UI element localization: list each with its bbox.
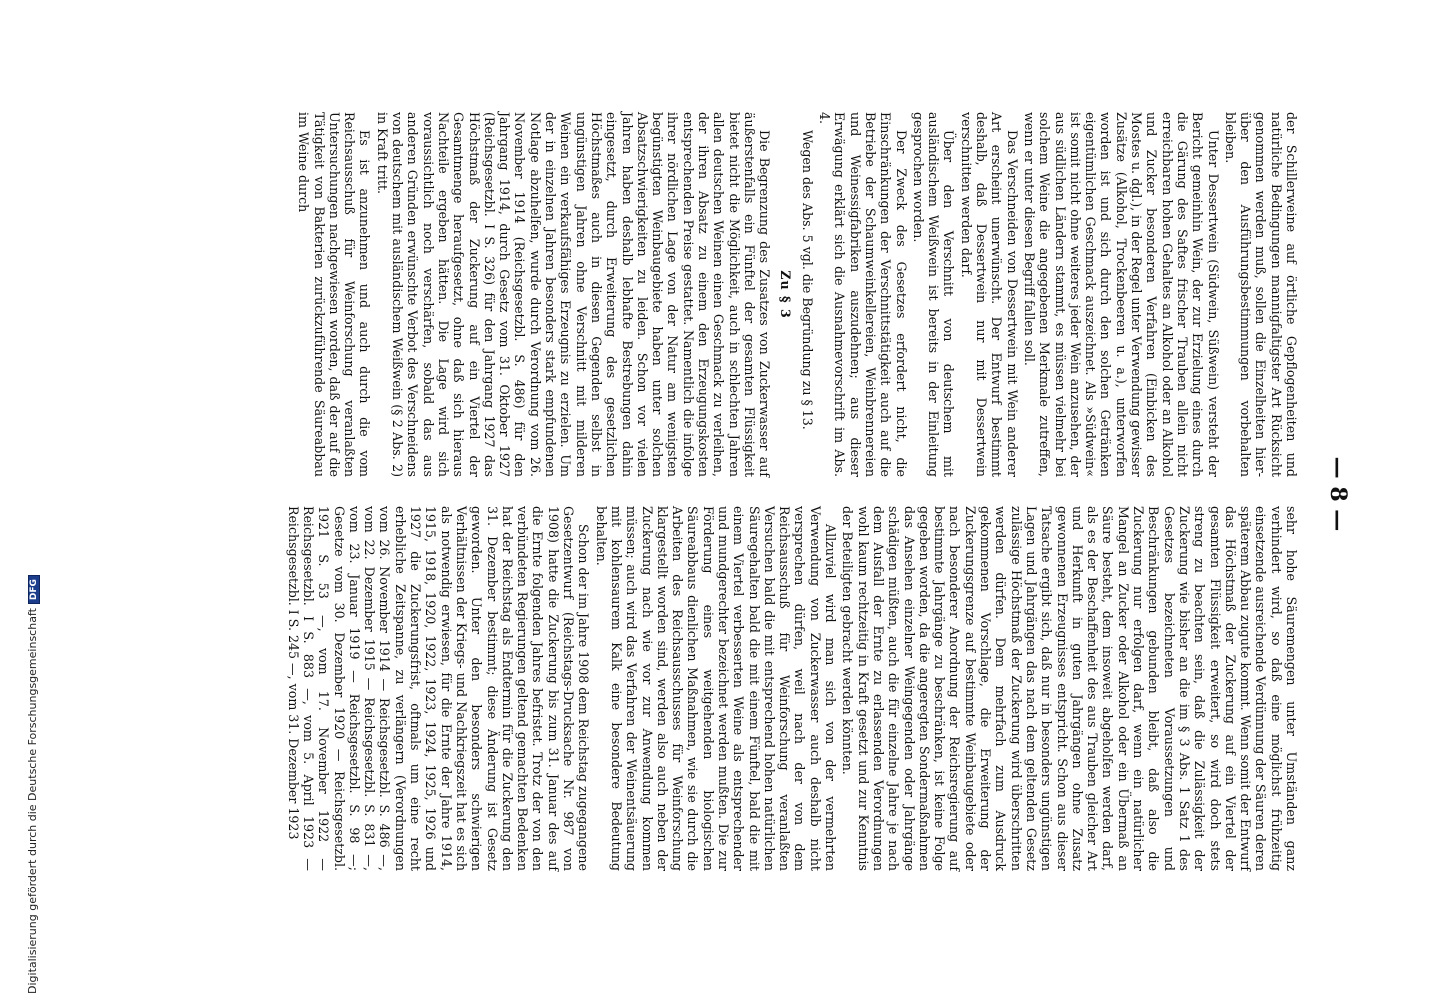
right-column bbox=[283, 506, 1299, 871]
page-number: — 8 — bbox=[1325, 456, 1351, 532]
digitization-text: Digitalisierung gefördert durch die Deutsche Forschungsgemeinschaft bbox=[26, 608, 39, 994]
paragraph: Über den Verschnitt von deutschem mit ausländischem Weißwein ist bereits in der Einleitung gesprochen worden. bbox=[910, 112, 957, 477]
dfg-logo: DFG bbox=[28, 575, 40, 604]
paragraph: sehr hohe Säuremengen unter Umständen ganz verhindert wird, so daß eine möglichst frühzeitig einsetzende ausreichende Verdünnung der Säuren deren späterem Abbau zugute kommt. Wenn somit der Entwurf das Höchstmaß der Zuckerung auf ein Viertel der gesamten Flüssigkeit erweitert, so wird doch stets streng zu beachten sein, daß die Zulässigkeit der Zuckerung wie bisher an die im § 3 Abs. 1 Satz 1 des Gesetzes bezeichneten Voraussetzungen und Beschränkungen gebunden bleibt, daß also die Zuckerung nur erfolgen darf, wenn ein natürlicher Mangel an Zucker oder Alkohol oder ein Übermaß an Säure besteht, dem insoweit abgeholfen werden darf, als es der Beschaffenheit des aus Trauben gleicher Art und Herkunft in guten Jahrgängen ohne Zusatz gewonnenen Erzeugnisses entspricht. Schon aus dieser Tatsache ergibt sich, daß nur in besonders ungünstigen Lagen und Jahrgängen das nach dem geltenden Gesetz zulässige Höchstmaß der Zuckerung wird überschritten werden dürfen. Dem mehrfach zum Ausdruck gekommenen Vorschlage, die Erweiterung der Zuckerungsgrenze auf bestimmte Weinbaugebiete oder nach besonderer Anordnung der Reichsregierung auf bestimmte Jahrgänge zu beschränken, ist keine Folge gegeben worden, da die angeregten Sondermaßnahmen das Ansehen einzelner Weingegenden oder Jahrgänge schädigen müßten, auch die für einzelne Jahre je nach dem Ausfall der Ernte zu erlassenden Verordnungen wohl kaum rechtzeitig in Kraft gesetzt und zur Kenntnis der Beteiligten gebracht werden könnten. bbox=[840, 506, 1299, 871]
scanned-page bbox=[145, 100, 1365, 888]
paragraph: Wegen des Abs. 5 vgl. die Begründung zu § 13. bbox=[799, 130, 815, 430]
paragraph: Unter Dessertwein (Südwein, Süßwein) versteht der Bericht gemeinhin Wein, der zur Erzielung eines durch die Gärung des Saftes frischer Trauben allein nicht erreichbaren hohen Gehaltes an Alkohol oder an Alkohol und Zucker besonderen Verfahren (Einbicken des Mostes u. dgl.), in der Regel unter Verwendung gewisser Zusätze (Alkohol, Trockenbeeren u. a.), unterworfen worden ist und sich durch den solchen Getränken eigentümlichen Geschmack auszeichnet. Als »Südwein« ist somit nicht ohne weiteres jeder Wein anzusehen, der aus südlichen Ländern stammt, es müssen vielmehr bei solchem Weine die angegebenen Merkmale zutreffen, wenn er unter diesen Begriff fallen soll. bbox=[1021, 112, 1221, 477]
left-column bbox=[294, 112, 1299, 477]
paragraph: Der Zweck des Gesetzes erfordert nicht, die Einschränkungen der Verschnittstätigkeit auch auf die Betriebe der Schaumweinkellereien, Weinbrennereien und Weinessigfabriken auszudehnen; aus dieser Erwägung erklärt sich die Ausnahmevorschrift im Abs. 4. bbox=[817, 112, 909, 477]
paragraph: Schon der im Jahre 1908 dem Reichstag zugegangene Gesetzentwurf (Reichstags-Drucksache Nr. 987 von 1908) hatte die Zuckerung bis zum 31. Januar des auf die Ernte folgenden Jahres befristet. Trotz der von den verbündeten Regierungen geltend gemachten Bedenken hat der Reichstag als Endtermin für die Zuckerung den 31. Dezember bestimmt; diese Änderung ist Gesetz geworden. Unter den besonders schwierigen Verhältnissen der Kriegs- und Nachkriegszeit hat es sich als notwendig erwiesen, für die Ernte der Jahre 1914, 1915, 1918, 1920, 1922, 1923, 1924, 1925, 1926 und 1927 die Zuckerungsfrist, oftmals um eine recht erhebliche Zeitspanne, zu verlängern (Verordnungen vom 26. November 1914 — Reichsgesetzbl. S. 486 —, vom 22. Dezember 1915 — Reichsgesetzbl. S. 831 —, vom 23. Januar 1919 — Reichsgesetzbl. S. 98 —; Gesetze vom 30. Dezember 1920 — Reichsgesetzbl. 1921 S. 53 —, vom 17. November 1922 — Reichsgesetzbl. I S. 883 —, vom 5. April 1923 — Reichsgesetzbl. I S. 245 —, vom 31. Dezember 1923 bbox=[285, 506, 592, 871]
paragraph: Die Begrenzung des Zusatzes von Zuckerwasser auf äußerstenfalls ein Fünftel der gesamten Flüssigkeit bietet nicht die Möglichkeit, auch in schlechten Jahren allen deutschen Weinen einen Geschmack zu verleihen, der ihren Absatz zu einem den Erzeugungskosten entsprechenden Preise gestattet. Namentlich die infolge ihrer nördlichen Lage von der Natur am wenigsten begünstigten Weinbaugebiete haben unter solchen Absatzschwierigkeiten zu leiden. Schon vor vielen Jahren haben deshalb lebhafte Bestrebungen dahin eingesetzt, durch Erweiterung des gesetzlichen Höchstmaßes auch in diesen Gegenden selbst in ungünstigen Jahren ohne Verschnitt mit milderen Weinen ein verkaufsfähiges Erzeugnis zu erzielen. Um der in einzelnen Jahren besonders stark empfundenen Notlage abzuhelfen, wurde durch Verordnung vom 26. November 1914 (Reichsgesetzbl. S. 486) für den Jahrgang 1914, durch Gesetz vom 31. Oktober 1927 (Reichsgesetzbl. I S. 326) für den Jahrgang 1927 das Höchstmaß der Zuckerung auf ein Viertel der Gesamtmenge heraufgesetzt, ohne daß sich hieraus Nachteile ergeben hätten. Die Lage wird sich voraussichtlich noch verschärfen, sobald das aus anderen Gründen erwünschte Verbot des Verschneidens von deutschem mit ausländischem Weißwein (§ 2 Abs. 2) in Kraft tritt. bbox=[374, 112, 773, 477]
paragraph: Es ist anzunehmen und auch durch die vom Reichsausschuß für Weinforschung veranlaßten Untersuchungen nachgewiesen worden, daß der auf die Tätigkeit von Bakterien zurückzuführende Säureabbau im Weine durch bbox=[296, 112, 373, 477]
paragraph: Allzuviel wird man sich von der vermehrten Verwendung von Zuckerwasser auch deshalb nicht versprechen dürfen, weil nach der von dem Reichsausschuß für Weinforschung veranlaßten Versuchen bald die mit entsprechend hohen natürlichen Säuregehalten bald die mit einem Fünftel, bald die mit einem Viertel verbesserten Weine als entsprechender und mundgerechter bezeichnet werden mußten. Die zur Förderung eines weitgehenden biologischen Säureabbaus dienlichen Maßnahmen, wie sie durch die Arbeiten des Reichsausschusses für Weinforschung klargestellt worden sind, werden also auch neben der Zuckerung nach wie vor zur Anwendung kommen müssen; auch wird das Verfahren der Weinentsäuerung mit kohlensaurem Kalk eine besondere Bedeutung behalten. bbox=[593, 506, 839, 871]
section-heading: Zu § 3 bbox=[778, 270, 794, 319]
digitization-note bbox=[0, 0, 39, 1000]
paragraph: Das Verschneiden von Dessertwein mit Wein anderer Art erscheint unerwünscht. Der Entwurf bestimmt deshalb, daß Dessertwein nur mit Dessertwein verschnitten werden darf. bbox=[958, 112, 1020, 477]
page-content bbox=[145, 100, 1365, 888]
paragraph: der Schillerweine auf örtliche Gepflogenheiten und natürliche Bedingungen mannigfaltigster Art Rücksicht genommen werden muß, sollen die Einzelheiten hier-über den Ausführungsbestimmungen vorbehalten bleiben. bbox=[1222, 112, 1299, 477]
